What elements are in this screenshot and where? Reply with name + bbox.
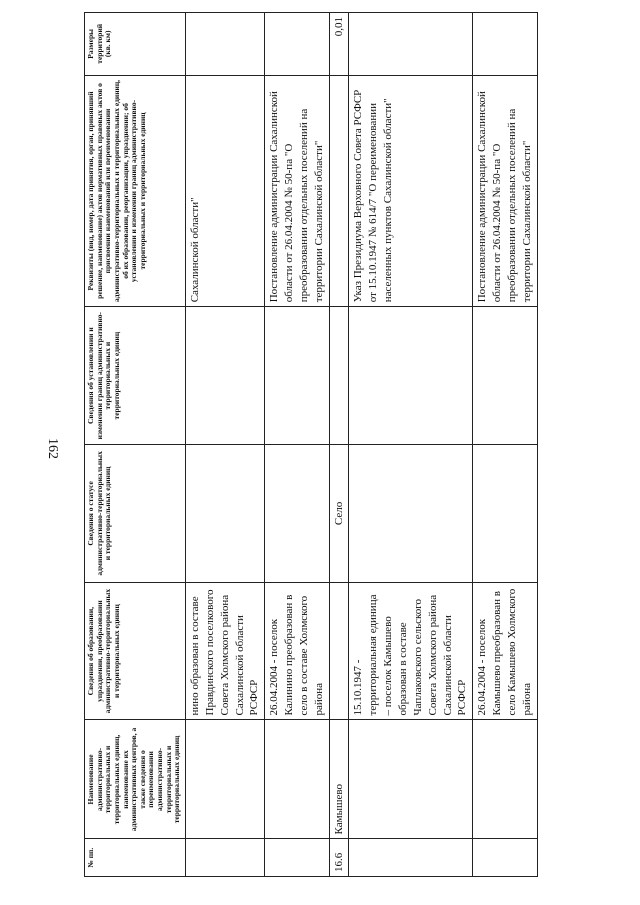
cell-size: 0,01 — [329, 13, 349, 76]
cell-size — [186, 13, 265, 76]
cell-size — [349, 13, 473, 76]
cell-number — [186, 839, 265, 877]
table-row — [265, 13, 329, 877]
cell-history: нино образован в составе Правдинского поселкового Совета Холмского района Сахалинской области РСФСР — [186, 582, 265, 720]
cell-borders — [349, 307, 473, 445]
cell-name — [349, 720, 473, 839]
cell-requisites: Постановление администрации Сахалинской области от 26.04.2004 № 50-па "О преобразовании отдельных поселений на территории Сахалинской области" — [473, 75, 537, 307]
table-row — [473, 13, 537, 877]
cell-status — [186, 445, 265, 583]
cell-borders — [186, 307, 265, 445]
cell-requisites: Указ Президиума Верховного Совета РСФСР от 15.10.1947 № 614/7 "О переименовании населенных пунктов Сахалинской области" — [349, 75, 473, 307]
cell-status — [349, 445, 473, 583]
cell-size — [265, 13, 329, 76]
table-header-row — [85, 13, 186, 877]
header-requisites: Реквизиты (вид, номер, дата принятия, орган, принявший решение, наименование) актов нормативных правовых актов о присвоении наименований или переименовании административно-территориальных и территориальных единиц, об их образовании, реорганизации, упразднении; об установлении и изменении границ административно-территориальных и территориальных единиц — [85, 75, 186, 307]
cell-requisites: Сахалинской области" — [186, 75, 265, 307]
cell-name: Камышево — [329, 720, 349, 839]
table-row — [349, 13, 473, 877]
header-history: Сведения об образовании, упразднении, преобразовании административно-территориальных и территориальных единиц — [85, 582, 186, 720]
table-row — [329, 13, 349, 877]
header-status: Сведения о статусе административно-территориальных и территориальных единиц — [85, 445, 186, 583]
cell-borders — [265, 307, 329, 445]
cell-status: Село — [329, 445, 349, 583]
cell-size — [473, 13, 537, 76]
cell-history: 26.04.2004 - поселок Калинино преобразован в село в составе Холмского района — [265, 582, 329, 720]
cell-borders — [329, 307, 349, 445]
header-size: Размеры территорий (кв. км) — [85, 13, 186, 76]
cell-number: 16.6 — [329, 839, 349, 877]
header-borders: Сведения об установлении и изменении границ административно-территориальных и территориальных единиц — [85, 307, 186, 445]
cell-number — [473, 839, 537, 877]
cell-status — [265, 445, 329, 583]
cell-history: 26.04.2004 - поселок Камышево преобразован в село Камышево Холмского района — [473, 582, 537, 720]
page-number: 162 — [45, 438, 60, 459]
territorial-units-table — [84, 12, 538, 877]
cell-name — [186, 720, 265, 839]
header-number: № пп. — [85, 839, 186, 877]
cell-name — [473, 720, 537, 839]
table-row — [186, 13, 265, 877]
cell-borders — [473, 307, 537, 445]
cell-history: 15.10.1947 - территориальная единица – поселок Камышево образован в составе Чаплаковского сельского Совета Холмского района Сахалинской области РСФСР — [349, 582, 473, 720]
cell-requisites: Постановление администрации Сахалинской области от 26.04.2004 № 50-па "О преобразовании отдельных поселений на территории Сахалинской области" — [265, 75, 329, 307]
cell-name — [265, 720, 329, 839]
cell-status — [473, 445, 537, 583]
cell-history — [329, 582, 349, 720]
header-name: Наименование административно-территориальных и территориальных единиц, наименование их административных центров, а также сведения о переименовании административно-территориальных и территориальных единиц — [85, 720, 186, 839]
cell-number — [265, 839, 329, 877]
cell-requisites — [329, 75, 349, 307]
cell-number — [349, 839, 473, 877]
